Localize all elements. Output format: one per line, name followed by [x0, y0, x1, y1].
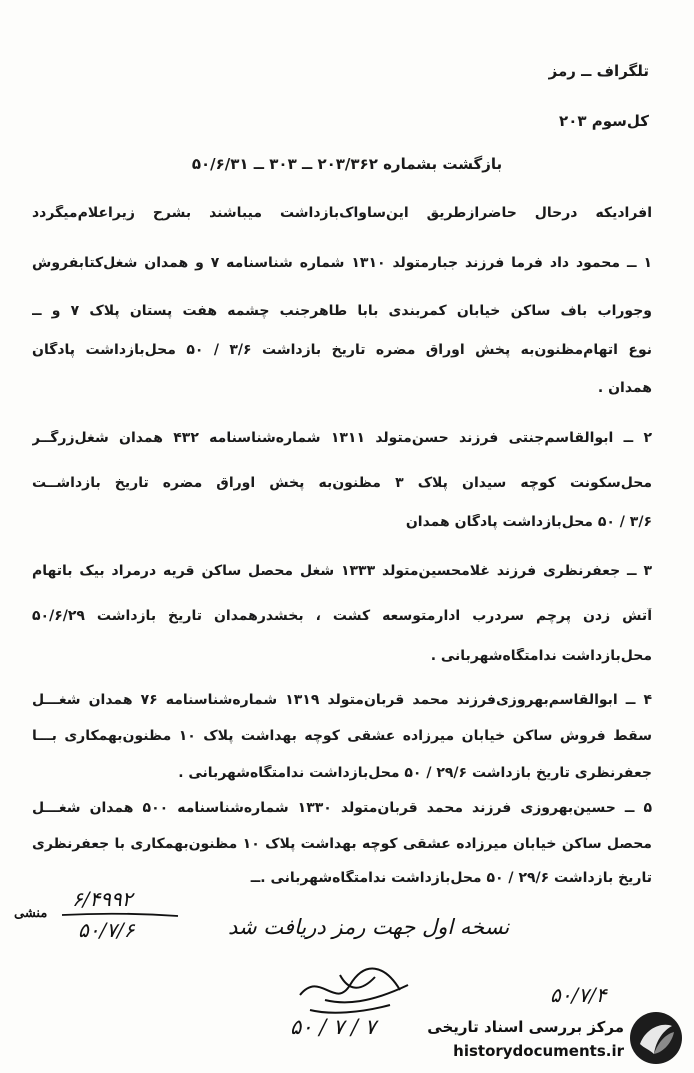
- archive-logo-icon: [628, 1010, 684, 1066]
- body-line: سقط فروش ساکن خیابان میرزاده عشقی کوچه بهداشت پلاک ۱۰ مظنون‌بهمکاری بـــا: [32, 728, 652, 744]
- body-line: همدان .: [597, 380, 652, 396]
- handwritten-bottom-note: ۵۰ / ۷ / ۷: [290, 1015, 376, 1039]
- telegram-title: تلگراف ــ رمز: [548, 62, 649, 80]
- body-line: محل‌سکونت کوچه سیدان پلاک ۳ مظنون‌به پخش اوراق مضره تاریخ بازداشــت: [32, 475, 652, 491]
- handwritten-date-right: ۵۰/۷/۴: [550, 983, 607, 1007]
- body-line: محصل ساکن خیابان میرزاده عشقی کوچه بهداشت پلاک ۱۰ مظنون‌بهمکاری با جعفرنظری: [32, 836, 652, 852]
- reference-line: بازگشت بشماره ۲۰۳/۳۶۲ ــ ۳۰۳ ــ ۵۰/۶/۳۱: [191, 155, 503, 173]
- body-line: وجوراب باف ساکن خیابان کمربندی بابا طاهرجنب چشمه هفت پستان پلاک ۷ و ــ: [32, 303, 652, 319]
- body-line: ۳/۶ / ۵۰ محل‌بازداشت پادگان همدان: [405, 514, 652, 530]
- footer-website: historydocuments.ir: [453, 1042, 624, 1060]
- body-line: جعفرنظری تاریخ بازداشت ۲۹/۶ / ۵۰ محل‌بازداشت ندامتگاه‌شهربانی .: [178, 765, 652, 781]
- body-line: ۵ ــ حسین‌بهروزی فرزند محمد قربان‌متولد ۱۳۳۰ شماره‌شناسنامه ۵۰۰ همدان شغـــل: [32, 800, 652, 816]
- handwritten-date-left: ۵۰/۷/۶: [78, 918, 135, 942]
- body-line: ۴ ــ ابوالقاسم‌بهروزی‌فرزند محمد قربان‌متولد ۱۳۱۹ شماره‌شناسنامه ۷۶ همدان شغـــل: [32, 692, 652, 708]
- body-line: ۲ ــ ابوالقاسم‌جنتی فرزند حسن‌متولد ۱۳۱۱ شماره‌شناسنامه ۴۳۲ همدان شغل‌زرگــر: [32, 430, 652, 446]
- body-line: تاریخ بازداشت ۲۹/۶ / ۵۰ محل‌بازداشت ندامتگاه‌شهربانی .ــ: [250, 870, 652, 886]
- monshi-label: منشی: [14, 906, 48, 921]
- handwritten-receipt-note: نسخه اول جهت رمز دریافت شد: [228, 915, 510, 939]
- body-line: ۱ ــ محمود داد فرما فرزند جبارمتولد ۱۳۱۰ شماره شناسنامه ۷ و همدان شغل‌کتابفروش: [32, 255, 652, 271]
- body-line: محل‌بازداشت ندامتگاه‌شهربانی .: [430, 648, 652, 664]
- footer-org-name: مرکز بررسی اسناد تاریخی: [427, 1018, 624, 1036]
- kol-number: کل‌سوم ۲۰۳: [559, 112, 649, 130]
- handwritten-code-number: ۶/۴۹۹۲: [72, 887, 133, 911]
- body-line: ۳ ــ جعفرنظری فرزند غلامحسین‌متولد ۱۳۳۳ شغل محصل ساکن قریه درمراد بیک باتهام: [32, 563, 652, 579]
- body-line: آتش زدن پرچم سردرب ادارمتوسعه کشت ، بخشدرهمدان تاریخ بازداشت ۵۰/۶/۲۹: [32, 608, 652, 624]
- body-line: نوع اتهام‌مظنون‌به پخش اوراق مضره تاریخ بازداشت ۳/۶ / ۵۰ محل‌بازداشت پادگان: [32, 342, 652, 358]
- body-line: افرادیکه درحال حاضرازطریق این‌ساواک‌بازداشت میباشند بشرح زیراعلام‌میگردد: [32, 205, 652, 221]
- footer-branding: [410, 1008, 694, 1073]
